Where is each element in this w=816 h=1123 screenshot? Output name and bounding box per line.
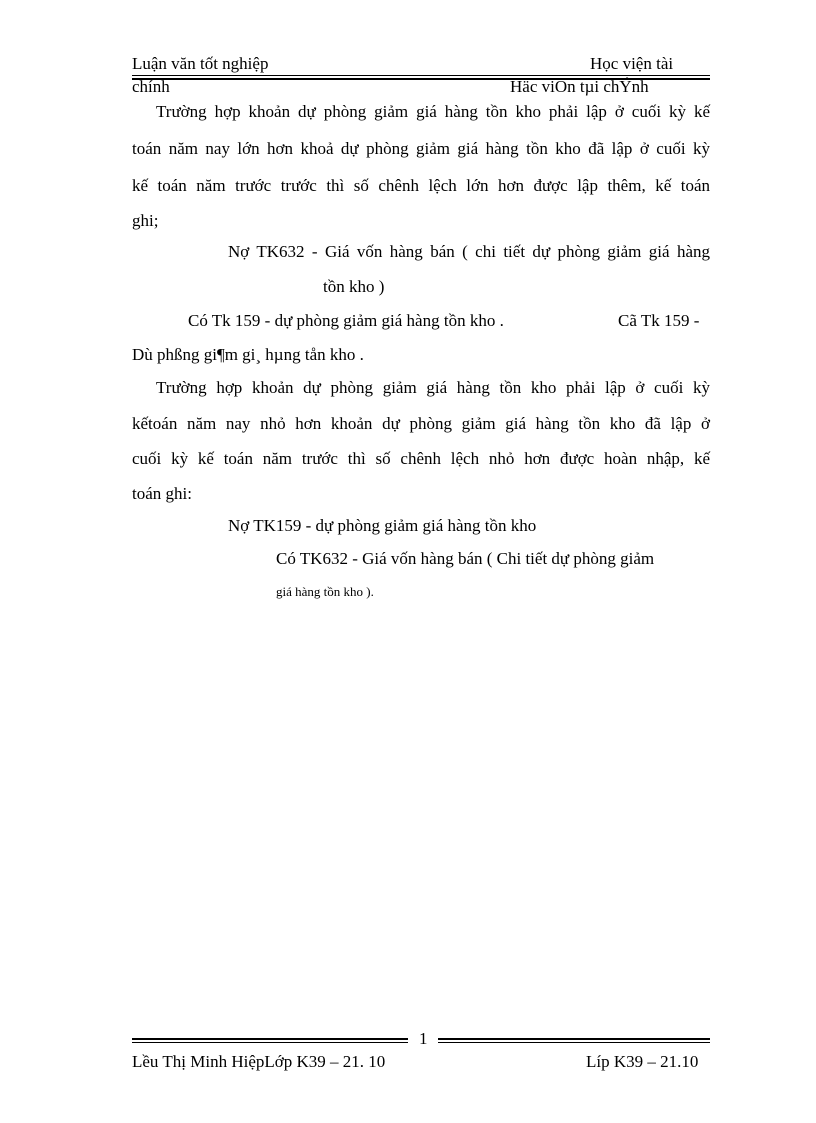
footer-rule-left-bottom [132,1042,408,1043]
footer-right-text: Líp K39 – 21.10 [586,1052,699,1071]
footer-rule-right-top [438,1038,710,1040]
header-left-continuation: chính [132,77,170,96]
para2-line-1: Trường hợp khoản dự phòng giảm giá hàng tồn kho phải lập ở cuối kỳ [156,378,710,397]
para1-line-4: ghi; [132,211,159,230]
entry1-garbled-line: Dù phßng gi¶m gi¸ hµng tån kho . [132,345,364,364]
entry1-debit-cont: tồn kho ) [323,277,385,296]
para1-line-2: toán năm nay lớn hơn khoả dự phòng giảm giá hàng tồn kho đã lập ở cuối kỳ [132,139,710,158]
header-left-title: Luận văn tốt nghiệp [132,54,269,73]
footer-rule-left-top [132,1038,408,1040]
entry1-credit-garbled: Cã Tk 159 - [618,311,700,330]
header-right-garbled: Häc viÖn tµi chÝnh [510,77,649,96]
para1-line-1: Trường hợp khoản dự phòng giảm giá hàng tồn kho phải lập ở cuối kỳ kế [156,102,710,121]
entry2-credit: Có TK632 - Giá vốn hàng bán ( Chi tiết dự phòng giảm [276,549,655,568]
entry1-debit: Nợ TK632 - Giá vốn hàng bán ( chi tiết dự phòng giảm giá hàng [228,242,710,261]
entry2-credit-cont: giá hàng tồn kho ). [276,584,374,599]
para2-line-3: cuối kỳ kế toán năm trước thì số chênh lệch nhỏ hơn được hoàn nhập, kế [132,449,710,468]
para1-line-3: kế toán năm trước trước thì số chênh lệch lớn hơn được lập thêm, kế toán [132,176,710,195]
para2-line-2: kếtoán năm nay nhỏ hơn khoản dự phòng giảm giá hàng tồn kho đã lập ở [132,414,710,433]
header-rule-top [132,75,710,76]
header-right-title: Học viện tài [590,54,674,73]
entry2-debit: Nợ TK159 - dự phòng giảm giá hàng tồn kho [228,516,537,535]
page-number: 1 [419,1029,428,1048]
footer-left-text: Lều Thị Minh HiệpLớp K39 – 21. 10 [132,1052,386,1071]
para2-line-4: toán ghi: [132,484,192,503]
footer-rule-right-bottom [438,1042,710,1043]
entry1-credit: Có Tk 159 - dự phòng giảm giá hàng tồn kho . [188,311,504,330]
